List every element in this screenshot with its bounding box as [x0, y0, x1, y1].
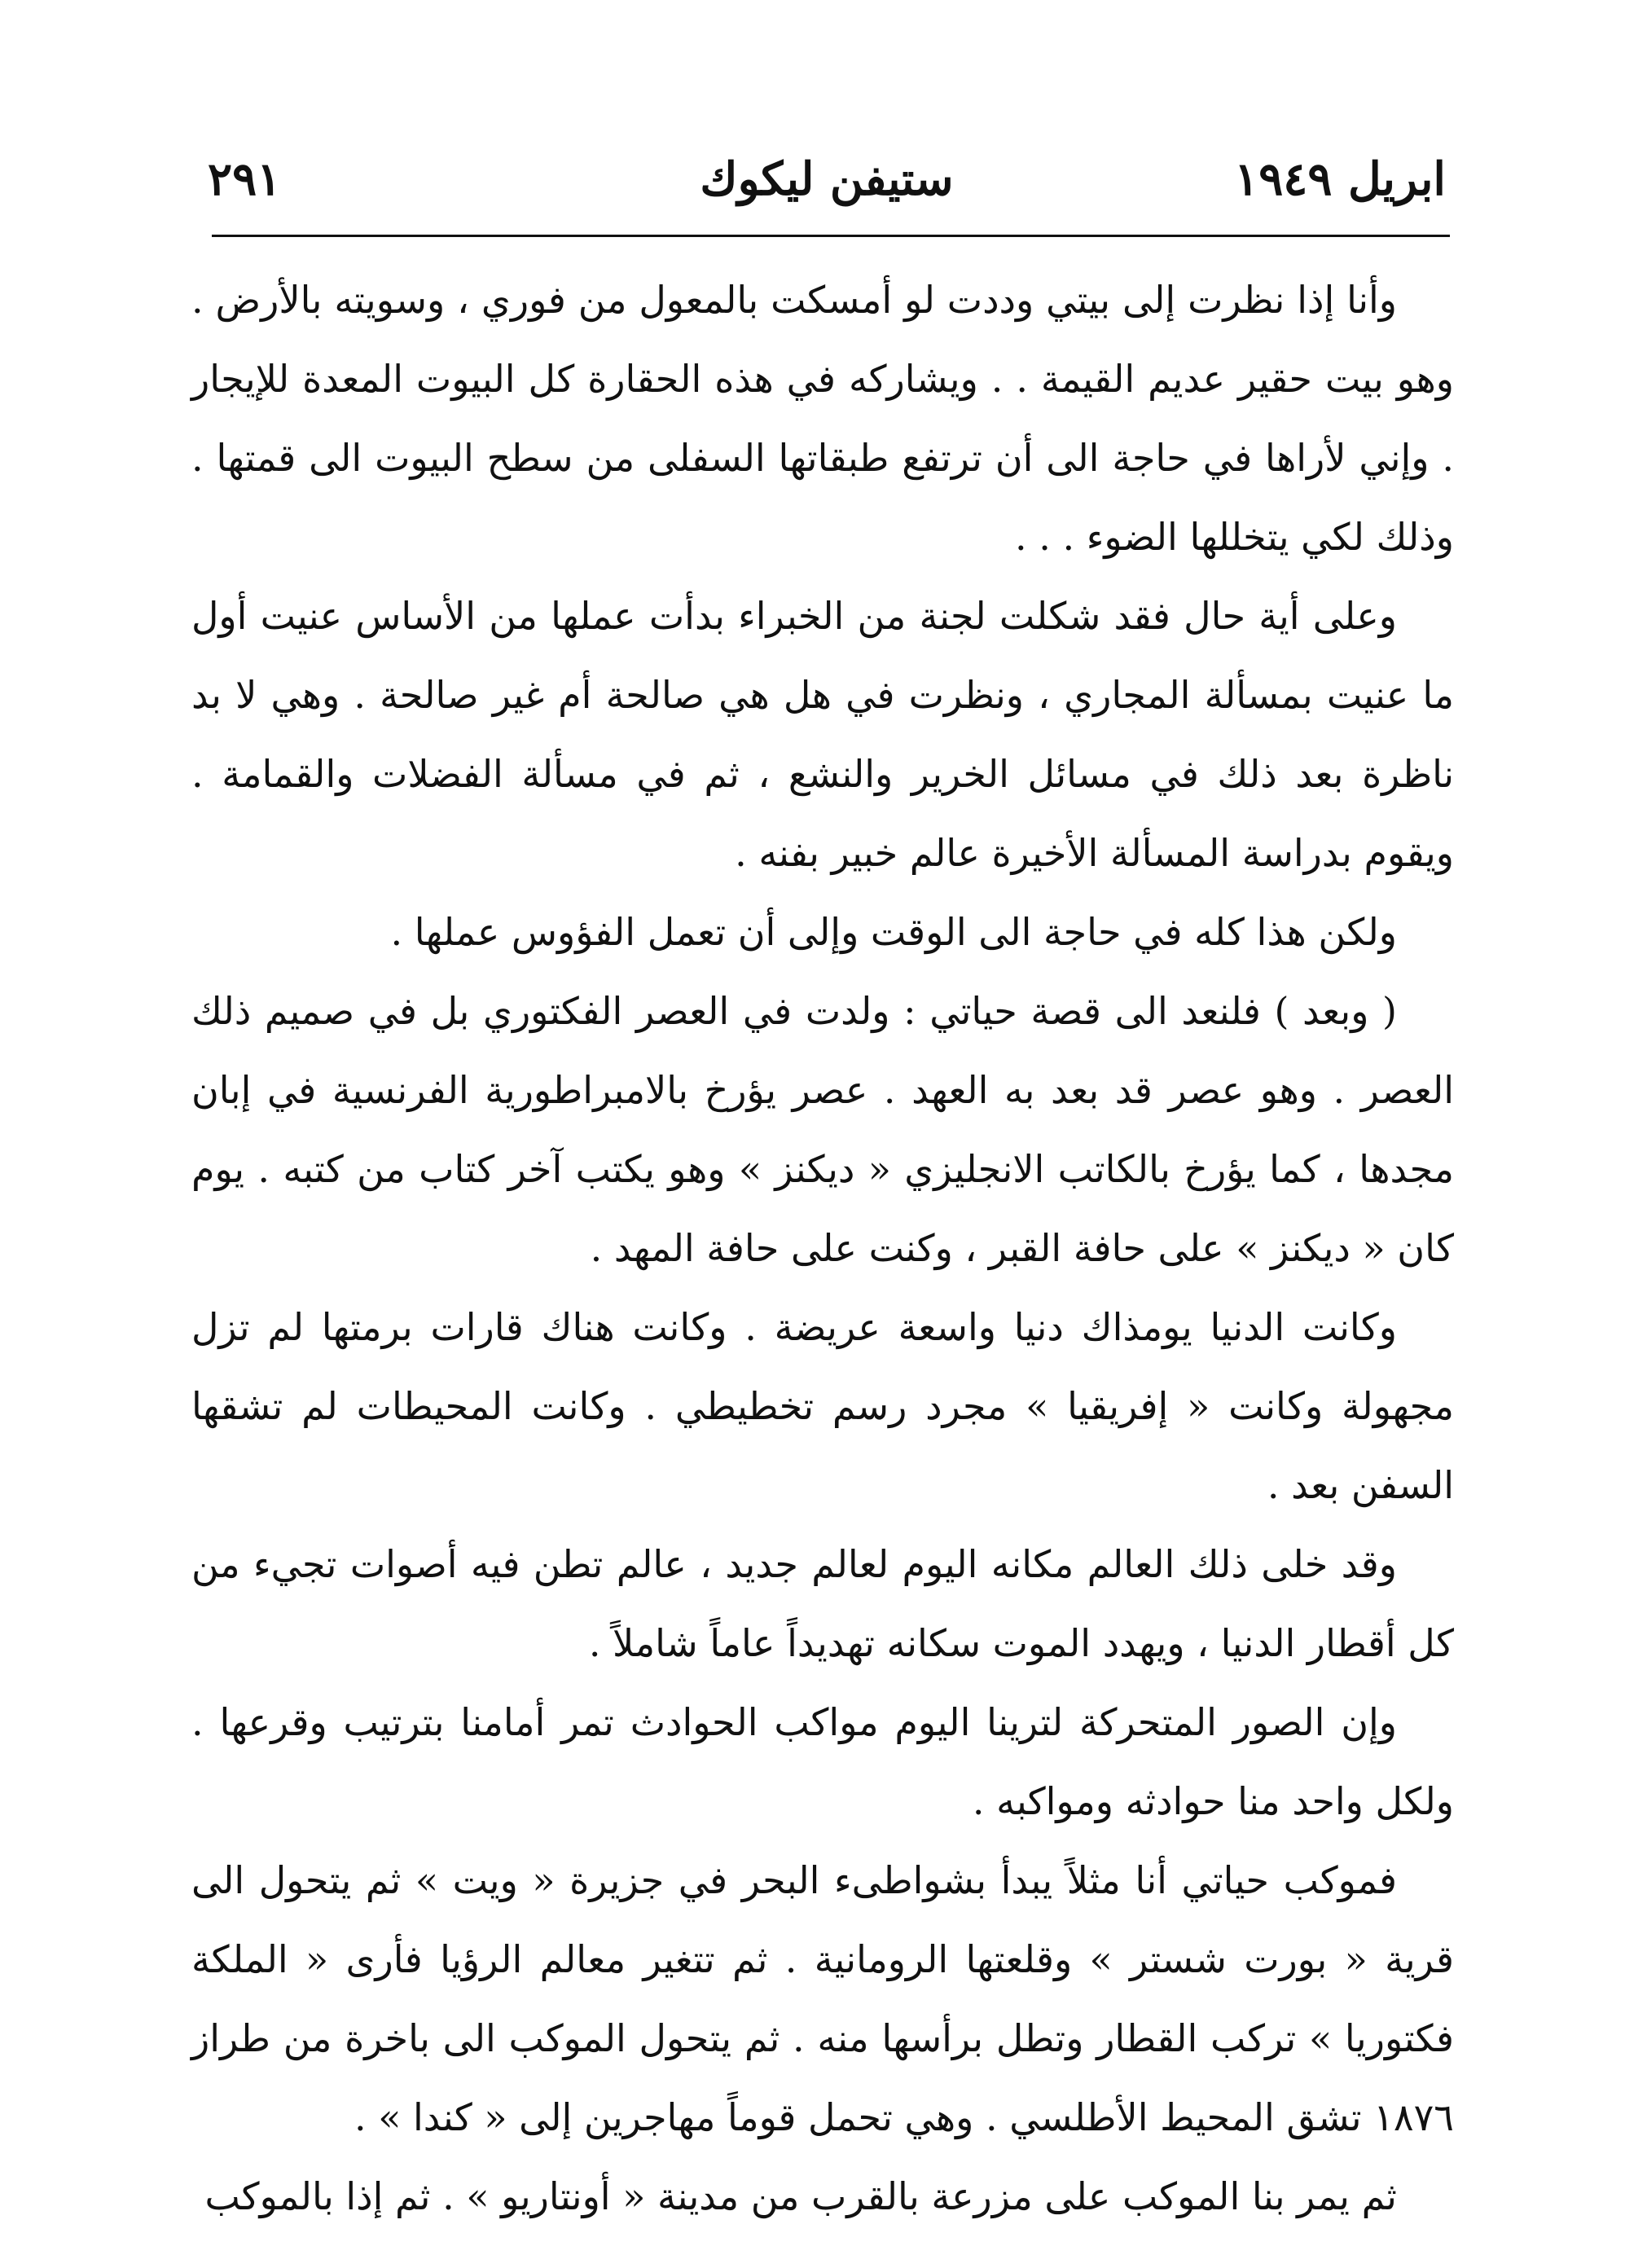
- paragraph: وعلى أية حال فقد شكلت لجنة من الخبراء بدأت عملها من الأساس عنيت أول ما عنيت بمسألة المجاري ، ونظرت في هل هي صالحة أم غير صالحة . وهي لا بد ناظرة بعد ذلك في مسائل الخرير والنشع ، ثم في مسألة الفضلات والقمامة . ويقوم بدراسة المسألة الأخيرة عالم خبير بفنه .: [191, 594, 1454, 875]
- paragraph: ولكن هذا كله في حاجة الى الوقت وإلى أن تعمل الفؤوس عملها .: [390, 910, 1397, 954]
- paragraph: ثم يمر بنا الموكب على مزرعة بالقرب من مدينة « أونتاريو » . ثم إذا بالموكب: [204, 2174, 1397, 2218]
- paragraph: وأنا إذا نظرت إلى بيتي وددت لو أمسكت بالمعول من فوري ، وسويته بالأرض . وهو بيت حقير عديم القيمة . . ويشاركه في هذه الحقارة كل البيوت المعدة للإيجار . وإني لأراها في حاجة الى أن ترتفع طبقاتها السفلى من سطح البيوت الى قمتها . وذلك لكي يتخللها الضوء . . .: [191, 278, 1454, 559]
- body-text: [191, 261, 1454, 2236]
- running-header: [208, 143, 1446, 216]
- paragraph: وقد خلى ذلك العالم مكانه اليوم لعالم جديد ، عالم تطن فيه أصوات تجيء من كل أقطار الدنيا ، ويهدد الموت سكانه تهديداً عاماً شاملاً .: [191, 1542, 1454, 1665]
- paragraph: وكانت الدنيا يومذاك دنيا واسعة عريضة . وكانت هناك قارات برمتها لم تزل مجهولة وكانت « إفريقيا » مجرد رسم تخطيطي . وكانت المحيطات لم تشقها السفن بعد .: [191, 1305, 1454, 1507]
- header-date: ابريل ١٩٤٩: [1234, 152, 1446, 206]
- header-rule: [212, 235, 1450, 237]
- header-title: ستيفن ليكوك: [700, 152, 954, 206]
- paragraph: وإن الصور المتحركة لترينا اليوم مواكب الحوادث تمر أمامنا بترتيب وقرعها . ولكل واحد منا حوادثه ومواكبه .: [191, 1700, 1454, 1823]
- paragraph: ( وبعد ) فلنعد الى قصة حياتي : ولدت في العصر الفكتوري بل في صميم ذلك العصر . وهو عصر قد بعد به العهد . عصر يؤرخ بالامبراطورية الفرنسية في إبان مجدها ، كما يؤرخ بالكاتب الانجليزي « ديكنز » وهو يكتب آخر كتاب من كتبه . يوم كان « ديكنز » على حافة القبر ، وكنت على حافة المهد .: [191, 989, 1454, 1270]
- paragraph: فموكب حياتي أنا مثلاً يبدأ بشواطىء البحر في جزيرة « ويت » ثم يتحول الى قرية « بورت شستر » وقلعتها الرومانية . ثم تتغير معالم الرؤيا فأرى « الملكة فكتوريا » تركب القطار وتطل برأسها منه . ثم يتحول الموكب الى باخرة من طراز ١٨٧٦ تشق المحيط الأطلسي . وهي تحمل قوماً مهاجرين إلى « كندا » .: [191, 1858, 1454, 2139]
- page-number: ٢٩١: [208, 152, 282, 206]
